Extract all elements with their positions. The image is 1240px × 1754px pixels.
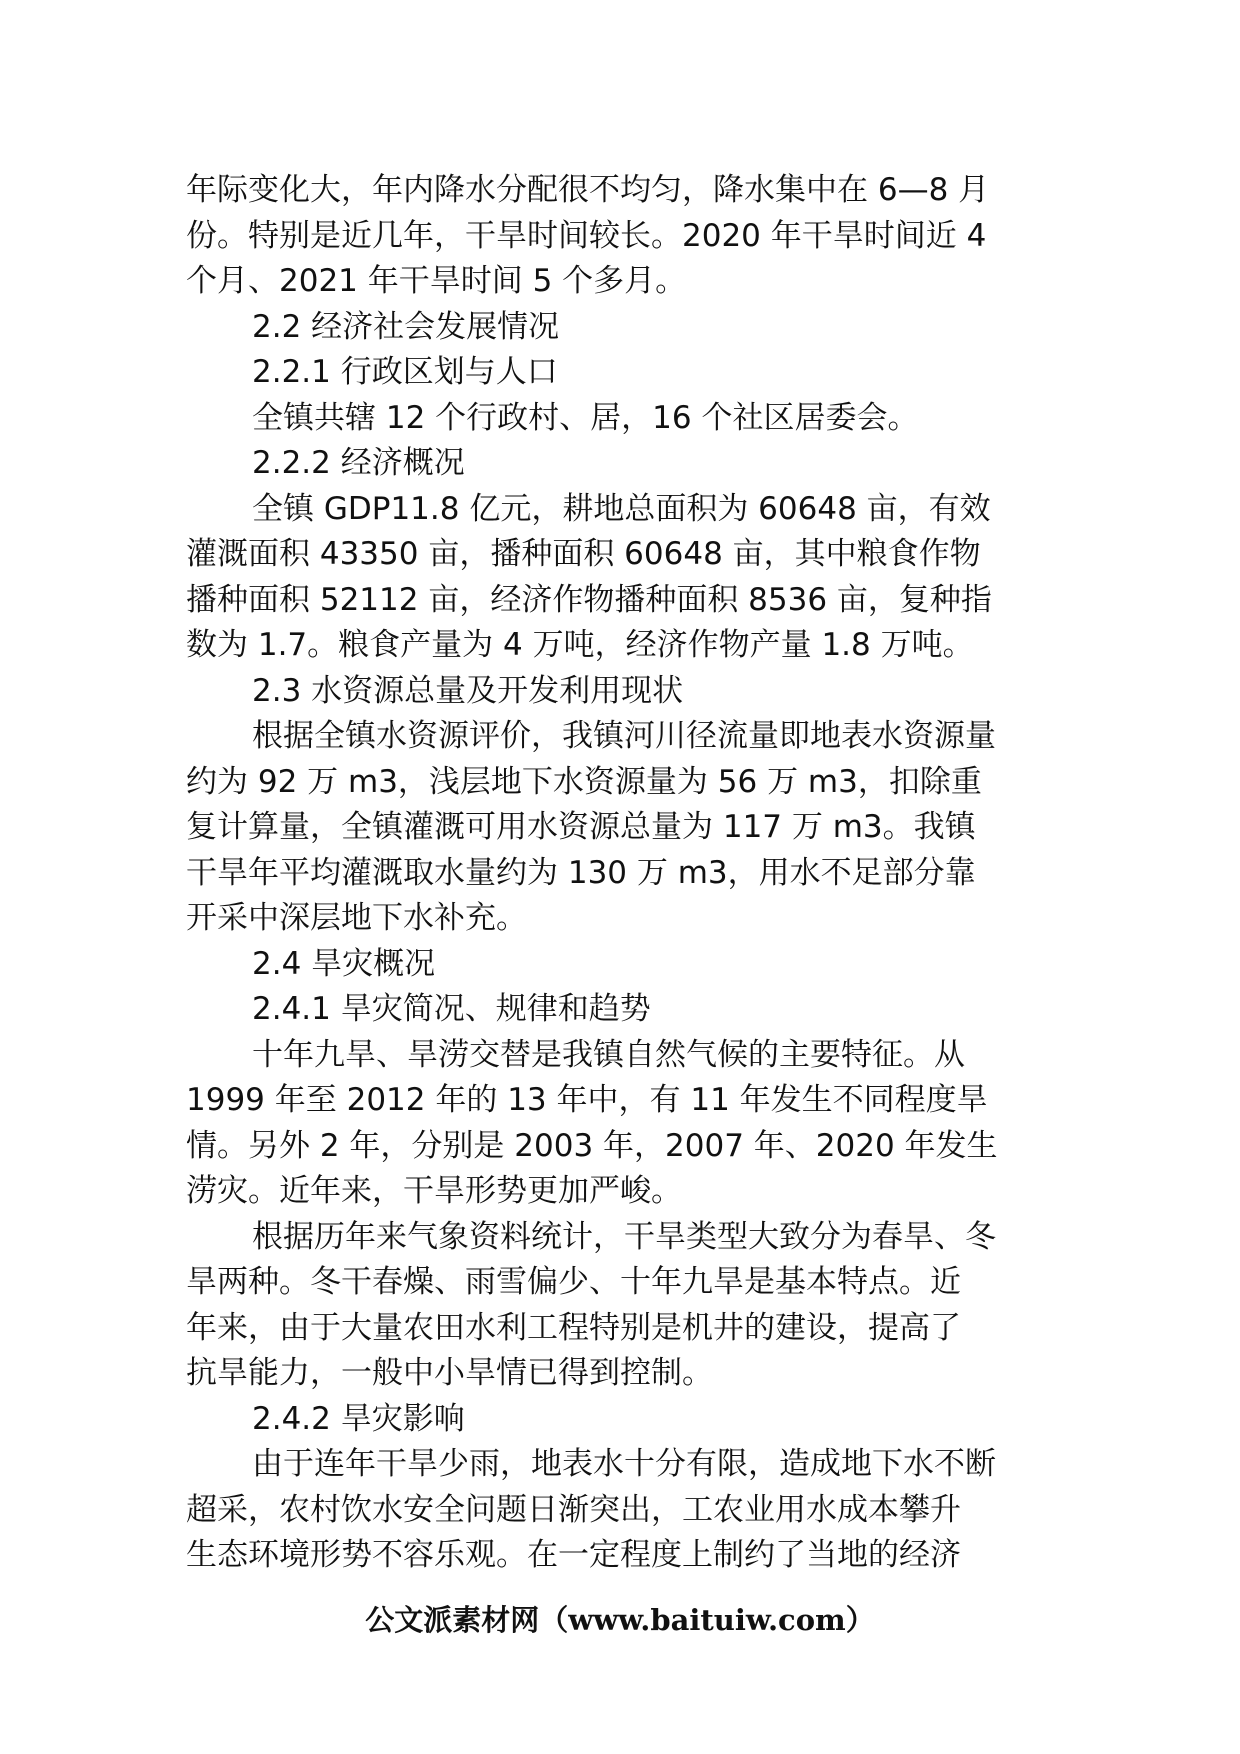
section-heading: 2.4 旱灾概况 — [252, 945, 436, 982]
text-line: 情。另外 2 年，分别是 2003 年，2007 年、2020 年发生 — [186, 1127, 998, 1164]
text-line: 播种面积 52112 亩，经济作物播种面积 8536 亩，复种指 — [186, 581, 992, 618]
text-line: 超采，农村饮水安全问题日渐突出，工农业用水成本攀升 — [186, 1491, 961, 1528]
text-line: 复计算量，全镇灌溉可用水资源总量为 117 万 m3。我镇 — [186, 809, 976, 845]
section-heading: 2.2.1 行政区划与人口 — [252, 354, 558, 390]
paragraph-start: 由于连年干旱少雨，地表水十分有限，造成地下水不断 — [252, 1446, 996, 1482]
footer-source: 公文派素材网（www.baituiw.com） — [365, 1603, 875, 1637]
text-line: 份。特别是近几年，干旱时间较长。2020 年干旱时间近 4 — [186, 217, 987, 254]
text-line: 年际变化大，年内降水分配很不均匀，降水集中在 6—8 月 — [186, 172, 990, 208]
text-line: 旱两种。冬干春燥、雨雪偏少、十年九旱是基本特点。近 — [186, 1264, 961, 1300]
section-heading: 2.4.1 旱灾简况、规律和趋势 — [252, 991, 651, 1027]
text-line: 涝灾。近年来，干旱形势更加严峻。 — [186, 1173, 682, 1209]
text-line: 约为 92 万 m3，浅层地下水资源量为 56 万 m3，扣除重 — [186, 763, 982, 800]
paragraph-start: 全镇 GDP11.8 亿元，耕地总面积为 60648 亩，有效 — [252, 490, 991, 527]
text-line: 个月、2021 年干旱时间 5 个多月。 — [186, 263, 687, 299]
section-heading: 2.4.2 旱灾影响 — [252, 1400, 465, 1437]
text-line: 抗旱能力，一般中小旱情已得到控制。 — [186, 1355, 713, 1391]
paragraph-start: 全镇共辖 12 个行政村、居，16 个社区居委会。 — [252, 399, 919, 436]
text-line: 年来，由于大量农田水利工程特别是机井的建设，提高了 — [186, 1309, 961, 1346]
section-heading: 2.3 水资源总量及开发利用现状 — [252, 672, 684, 709]
paragraph-start: 根据全镇水资源评价，我镇河川径流量即地表水资源量 — [252, 718, 996, 754]
section-heading: 2.2 经济社会发展情况 — [252, 308, 560, 345]
document-body — [186, 168, 1056, 1579]
paragraph-start: 根据历年来气象资料统计，干旱类型大致分为春旱、冬 — [252, 1218, 996, 1255]
section-heading: 2.2.2 经济概况 — [252, 445, 465, 481]
text-line: 灌溉面积 43350 亩，播种面积 60648 亩，其中粮食作物 — [186, 536, 981, 572]
paragraph-start: 十年九旱、旱涝交替是我镇自然气候的主要特征。从 — [252, 1036, 965, 1073]
text-line: 生态环境形势不容乐观。在一定程度上制约了当地的经济 — [186, 1537, 961, 1573]
text-line: 开采中深层地下水补充。 — [186, 900, 527, 936]
text-line: 数为 1.7。粮食产量为 4 万吨，经济作物产量 1.8 万吨。 — [186, 627, 974, 663]
text-line: 1999 年至 2012 年的 13 年中，有 11 年发生不同程度旱 — [186, 1082, 988, 1118]
text-line: 干旱年平均灌溉取水量约为 130 万 m3，用水不足部分靠 — [186, 854, 976, 891]
